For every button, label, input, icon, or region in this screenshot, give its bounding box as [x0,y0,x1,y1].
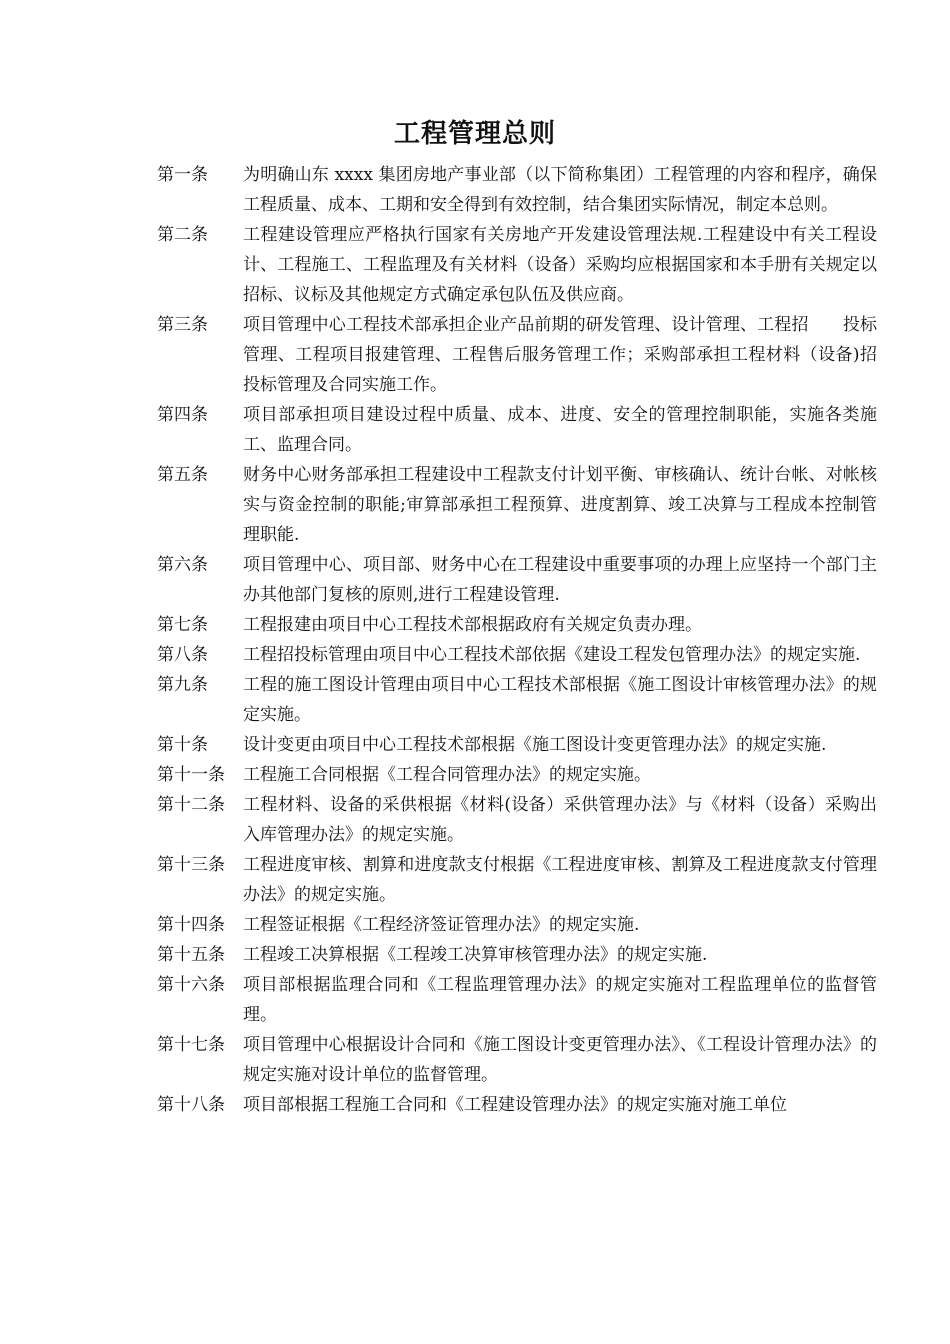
article-6 [157,550,877,610]
article-4 [157,400,877,460]
article-text: 项目管理中心、项目部、财务中心在工程建设中重要事项的办理上应坚持一个部门主办其他部门复核的原则,进行工程建设管理. [243,555,877,605]
article-label: 第二条 [157,225,208,245]
article-text: 工程招投标管理由项目中心工程技术部依据《建设工程发包管理办法》的规定实施. [243,645,861,665]
article-text: 工程施工合同根据《工程合同管理办法》的规定实施。 [243,765,651,785]
article-label: 第五条 [157,465,208,485]
article-18 [157,1090,877,1120]
article-label: 第四条 [157,405,208,425]
article-13 [157,850,877,910]
article-9 [157,670,877,730]
article-text: 工程报建由项目中心工程技术部根据政府有关规定负责办理。 [243,615,702,635]
article-label: 第十五条 [157,945,225,965]
article-12 [157,790,877,850]
article-text: 财务中心财务部承担工程建设中工程款支付计划平衡、审核确认、统计台帐、对帐核实与资金控制的职能;审算部承担工程预算、进度割算、竣工决算与工程成本控制管理职能. [243,465,877,545]
article-14 [157,910,877,940]
article-text: 设计变更由项目中心工程技术部根据《施工图设计变更管理办法》的规定实施. [243,735,827,755]
article-label: 第九条 [157,675,208,695]
article-2 [157,220,877,310]
article-label: 第十二条 [157,795,225,815]
article-text: 工程建设管理应严格执行国家有关房地产开发建设管理法规.工程建设中有关工程设计、工程施工、工程监理及有关材料（设备）采购均应根据国家和本手册有关规定以招标、议标及其他规定方式确定承包队伍及供应商。 [243,225,877,305]
article-label: 第十四条 [157,915,225,935]
article-label: 第十条 [157,735,208,755]
article-text: 项目部根据工程施工合同和《工程建设管理办法》的规定实施对施工单位 [243,1095,787,1115]
article-11 [157,760,877,790]
document-title: 工程管理总则 [393,119,556,149]
article-label: 第六条 [157,555,208,575]
article-label: 第十八条 [157,1095,225,1115]
article-7 [157,610,877,640]
article-label: 第十三条 [157,855,225,875]
article-text: 项目部根据监理合同和《工程监理管理办法》的规定实施对工程监理单位的监督管理。 [243,975,877,1025]
article-3 [157,310,877,400]
article-text: 为明确山东 xxxx 集团房地产事业部（以下简称集团）工程管理的内容和程序，确保工程质量、成本、工期和安全得到有效控制，结合集团实际情况，制定本总则。 [243,165,877,215]
article-text: 项目部承担项目建设过程中质量、成本、进度、安全的管理控制职能，实施各类施工、监理合同。 [243,405,877,455]
article-text: 项目管理中心工程技术部承担企业产品前期的研发管理、设计管理、工程招 投标管理、工程项目报建管理、工程售后服务管理工作；采购部承担工程材料（设备)招投标管理及合同实施工作。 [243,315,877,395]
article-label: 第七条 [157,615,208,635]
article-15 [157,940,877,970]
article-16 [157,970,877,1030]
article-label: 第十一条 [157,765,225,785]
article-label: 第三条 [157,315,208,335]
article-8 [157,640,877,670]
article-label: 第一条 [157,165,208,185]
article-text: 工程进度审核、割算和进度款支付根据《工程进度审核、割算及工程进度款支付管理办法》的规定实施。 [243,855,877,905]
article-text: 工程材料、设备的采供根据《材料(设备）采供管理办法》与《材料（设备）采购出入库管理办法》的规定实施。 [243,795,877,845]
article-10 [157,730,877,760]
article-5 [157,460,877,550]
article-text: 工程的施工图设计管理由项目中心工程技术部根据《施工图设计审核管理办法》的规定实施。 [243,675,877,725]
article-text: 项目管理中心根据设计合同和《施工图设计变更管理办法》、《工程设计管理办法》的规定实施对设计单位的监督管理。 [243,1035,877,1085]
article-17 [157,1030,877,1090]
article-text: 工程签证根据《工程经济签证管理办法》的规定实施. [243,915,640,935]
article-label: 第八条 [157,645,208,665]
article-text: 工程竣工决算根据《工程竣工决算审核管理办法》的规定实施. [243,945,708,965]
article-1 [157,160,877,220]
article-label: 第十七条 [157,1035,225,1055]
article-list [157,160,877,1120]
article-label: 第十六条 [157,975,225,995]
